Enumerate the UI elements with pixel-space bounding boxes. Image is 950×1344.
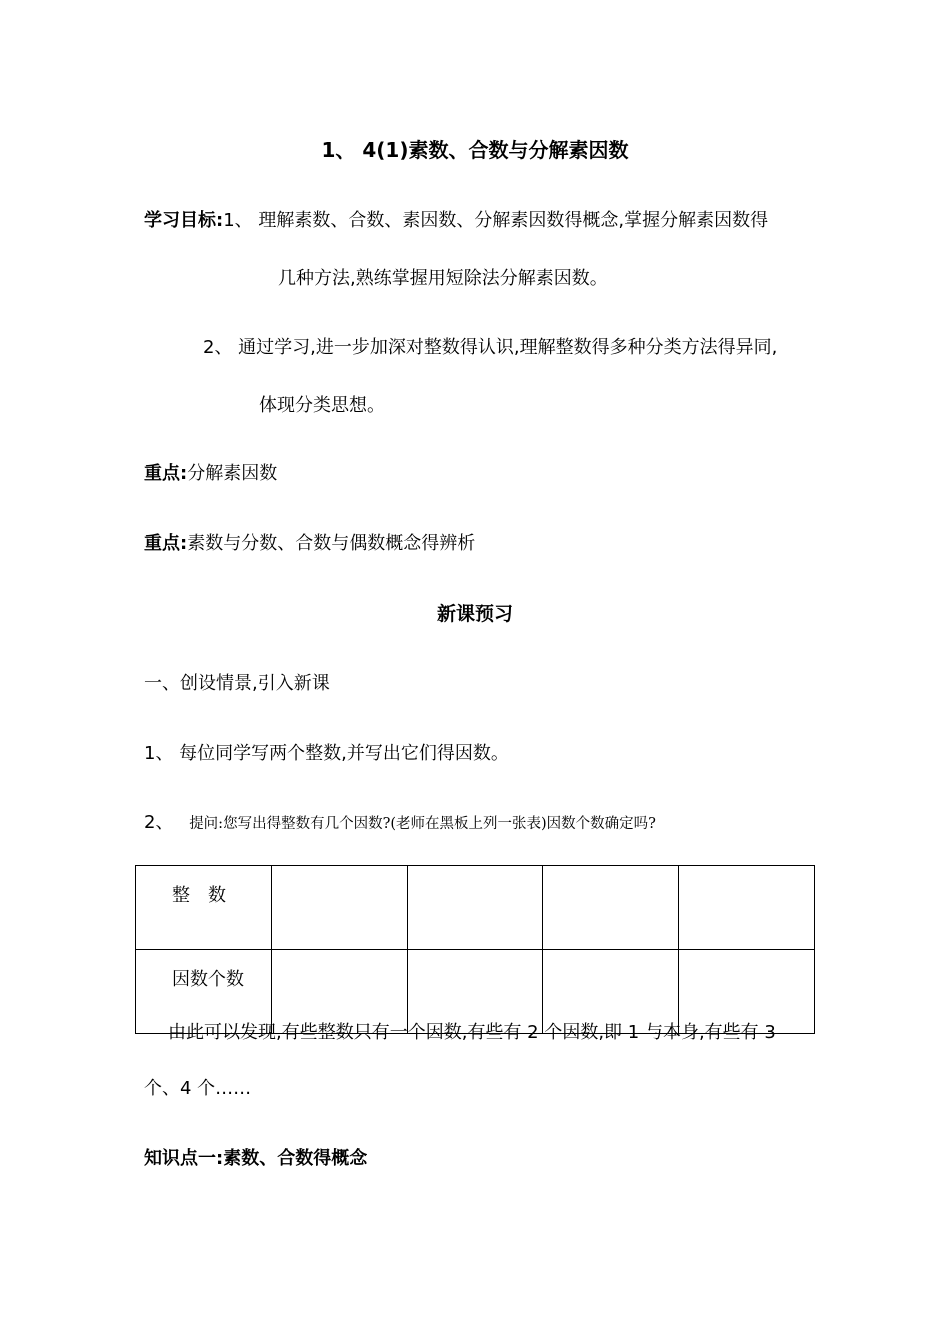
table-row — [136, 866, 815, 950]
difficult-point-text: 素数与分数、合数与偶数概念得辨析 — [187, 533, 476, 554]
factor-count-table — [135, 865, 815, 1034]
table-cell — [407, 866, 543, 950]
question-2-number: 2、 — [144, 812, 174, 833]
table-cell — [543, 866, 679, 950]
question-1: 1、 每位同学写两个整数,并写出它们得因数。 — [144, 743, 509, 764]
table-cell — [271, 866, 407, 950]
objectives-item1-continued: 几种方法,熟练掌握用短除法分解素因数。 — [278, 268, 608, 289]
difficult-point — [144, 532, 475, 556]
table-header-integer: 整 数 — [136, 866, 272, 950]
objectives-label: 学习目标: — [144, 210, 224, 231]
key-point — [144, 462, 277, 486]
section-title: 新课预习 — [436, 603, 513, 625]
table-cell — [679, 866, 815, 950]
objectives-item1 — [144, 209, 768, 233]
part-one-heading: 一、创设情景,引入新课 — [144, 673, 330, 694]
difficult-point-label: 重点: — [144, 533, 188, 554]
discovery-paragraph-continued: 个、4 个…… — [144, 1078, 252, 1099]
discovery-paragraph: 由此可以发现,有些整数只有一个因数,有些有 2 个因数,即 1 与本身,有些有 3 — [168, 1022, 776, 1043]
key-point-label: 重点: — [144, 463, 188, 484]
question-2-text: 提问:您写出得整数有几个因数?(老师在黑板上列一张表)因数个数确定吗? — [189, 816, 656, 832]
question-2 — [144, 811, 656, 836]
key-point-text: 分解素因数 — [187, 463, 278, 484]
objectives-item1-text: 1、 理解素数、合数、素因数、分解素因数得概念,掌握分解素因数得 — [223, 210, 769, 231]
objectives-item2: 2、 通过学习,进一步加深对整数得认识,理解整数得多种分类方法得异同, — [203, 337, 778, 358]
knowledge-point-heading: 知识点一:素数、合数得概念 — [144, 1148, 368, 1169]
objectives-item2-continued: 体现分类思想。 — [259, 395, 385, 416]
document-title: 1、 4(1)素数、合数与分解素因数 — [321, 138, 629, 162]
table-header-factor-count: 因数个数 — [136, 950, 272, 1034]
